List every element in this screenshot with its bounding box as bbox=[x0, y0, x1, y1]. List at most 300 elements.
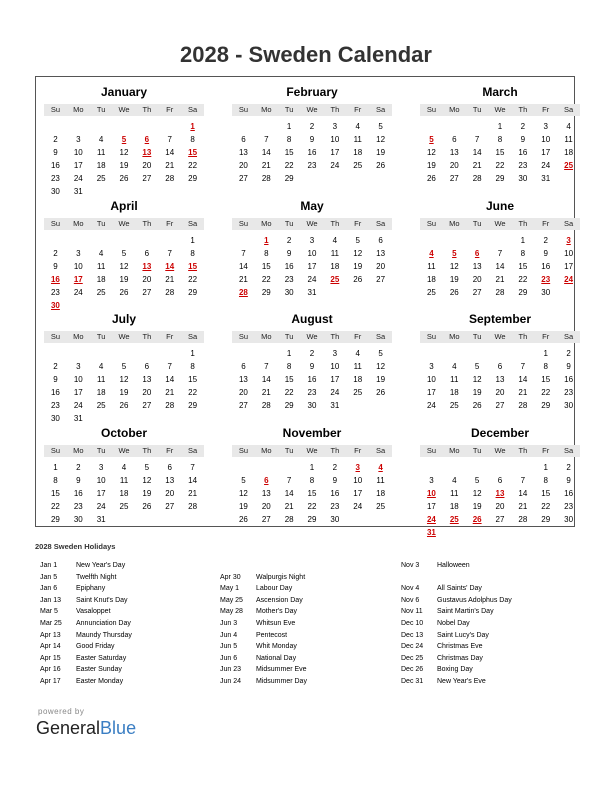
calendar-day: 13 bbox=[142, 375, 152, 384]
calendar-day: 29 bbox=[495, 174, 505, 183]
holiday-row bbox=[401, 641, 576, 652]
calendar-day: 11 bbox=[353, 135, 362, 144]
calendar-day: 10 bbox=[73, 148, 83, 157]
calendar-day: 30 bbox=[50, 187, 60, 196]
holiday-name: Twelfth Night bbox=[76, 573, 117, 581]
holiday-row bbox=[220, 641, 395, 652]
month-july bbox=[44, 312, 204, 422]
holiday-name: Labour Day bbox=[256, 585, 293, 593]
holiday-date: Jan 5 bbox=[40, 573, 58, 581]
calendar-day: 13 bbox=[376, 249, 386, 258]
calendar-day: 30 bbox=[73, 515, 83, 524]
holiday-day: 25 bbox=[564, 161, 574, 170]
calendar-day: 20 bbox=[165, 489, 175, 498]
weekday-label: Su bbox=[238, 219, 249, 228]
weekday-label: Fr bbox=[354, 219, 362, 228]
month-name: September bbox=[468, 312, 532, 326]
holiday-day: 15 bbox=[188, 148, 198, 157]
weekday-label: Mo bbox=[73, 219, 84, 228]
calendar-day: 11 bbox=[353, 362, 362, 371]
calendar-day: 2 bbox=[286, 236, 292, 245]
calendar-day: 24 bbox=[73, 401, 83, 410]
weekday-label: Mo bbox=[261, 105, 272, 114]
calendar-day: 5 bbox=[144, 463, 150, 472]
calendar-day: 22 bbox=[188, 161, 198, 170]
holiday-name: National Day bbox=[256, 654, 297, 662]
weekday-label: Sa bbox=[375, 332, 386, 341]
weekday-label: Mo bbox=[73, 105, 84, 114]
calendar-day: 19 bbox=[119, 275, 129, 284]
holiday-name: Saint Martin's Day bbox=[437, 608, 494, 616]
holiday-row bbox=[220, 560, 395, 571]
calendar-day: 29 bbox=[307, 515, 317, 524]
calendar-day: 7 bbox=[167, 362, 172, 371]
calendar-day: 10 bbox=[307, 249, 317, 258]
calendar-day: 9 bbox=[566, 476, 571, 485]
holiday-day: 24 bbox=[426, 515, 436, 524]
calendar-day: 3 bbox=[76, 362, 81, 371]
weekday-label: Th bbox=[142, 332, 152, 341]
calendar-day: 25 bbox=[96, 288, 106, 297]
holiday-date: Apr 16 bbox=[40, 666, 61, 674]
month-name: February bbox=[286, 85, 338, 99]
weekday-label: Th bbox=[142, 219, 152, 228]
calendar-day: 12 bbox=[376, 135, 386, 144]
calendar-day: 9 bbox=[309, 362, 315, 371]
holiday-name: Ascension Day bbox=[256, 596, 303, 604]
calendar-day: 8 bbox=[520, 249, 526, 258]
calendar-day: 16 bbox=[73, 489, 83, 498]
calendar-day: 5 bbox=[355, 236, 360, 245]
calendar-day: 9 bbox=[543, 249, 548, 258]
calendar-day: 3 bbox=[543, 122, 548, 131]
calendar-day: 18 bbox=[96, 275, 106, 284]
holiday-row bbox=[40, 583, 215, 594]
calendar-day: 28 bbox=[472, 174, 482, 183]
calendar-day: 8 bbox=[309, 476, 315, 485]
weekday-label: Fr bbox=[542, 332, 550, 341]
calendar-day: 5 bbox=[121, 249, 127, 258]
calendar-day: 21 bbox=[165, 161, 175, 170]
powered-by-text: powered by bbox=[38, 707, 85, 716]
calendar-day: 1 bbox=[190, 349, 195, 358]
holiday-date: Jun 23 bbox=[220, 666, 242, 674]
holiday-date: Nov 3 bbox=[401, 562, 420, 569]
holiday-name: Mother's Day bbox=[256, 608, 298, 616]
calendar-day: 27 bbox=[495, 515, 505, 524]
calendar-day: 25 bbox=[353, 388, 363, 397]
calendar-day: 7 bbox=[474, 135, 480, 144]
calendar-day: 26 bbox=[449, 288, 459, 297]
calendar-day: 30 bbox=[564, 401, 574, 410]
calendar-day: 14 bbox=[188, 476, 198, 485]
calendar-day: 6 bbox=[497, 362, 503, 371]
holiday-row bbox=[220, 583, 395, 594]
calendar-day: 22 bbox=[284, 161, 294, 170]
calendar-day: 29 bbox=[541, 515, 551, 524]
calendar-day: 26 bbox=[353, 275, 363, 284]
calendar-day: 26 bbox=[119, 401, 129, 410]
calendar-day: 8 bbox=[190, 362, 195, 371]
calendar-day: 8 bbox=[286, 362, 292, 371]
calendar-day: 4 bbox=[121, 463, 127, 472]
weekday-label: Sa bbox=[563, 105, 574, 114]
weekday-header bbox=[232, 218, 392, 230]
weekday-label: We bbox=[306, 446, 318, 455]
calendar-day: 28 bbox=[188, 502, 198, 511]
calendar-day: 18 bbox=[330, 262, 340, 271]
brand-blue: Blue bbox=[100, 718, 137, 738]
calendar-day: 18 bbox=[353, 148, 363, 157]
calendar-day: 18 bbox=[426, 275, 436, 284]
weekday-label: Th bbox=[330, 219, 340, 228]
calendar-day: 31 bbox=[330, 401, 340, 410]
calendar-day: 24 bbox=[541, 161, 551, 170]
calendar-day: 28 bbox=[165, 401, 175, 410]
calendar-day: 16 bbox=[564, 375, 574, 384]
holiday-row bbox=[40, 606, 215, 617]
holiday-row bbox=[40, 676, 215, 687]
brand-logo[interactable] bbox=[36, 717, 136, 739]
calendar-day: 31 bbox=[96, 515, 106, 524]
weekday-label: Mo bbox=[73, 446, 84, 455]
calendar-day: 8 bbox=[53, 476, 58, 485]
calendar-day: 17 bbox=[353, 489, 363, 498]
holiday-name: Easter Saturday bbox=[76, 654, 127, 662]
weekday-label: Fr bbox=[354, 332, 362, 341]
weekday-label: Su bbox=[50, 446, 61, 455]
calendar-day: 18 bbox=[449, 502, 459, 511]
calendar-day: 22 bbox=[188, 275, 198, 284]
calendar-day: 3 bbox=[429, 362, 434, 371]
calendar-day: 6 bbox=[378, 236, 383, 245]
weekday-header bbox=[420, 445, 580, 457]
calendar-day: 18 bbox=[564, 148, 574, 157]
calendar-day: 8 bbox=[264, 249, 269, 258]
calendar-day: 7 bbox=[520, 362, 526, 371]
weekday-label: We bbox=[118, 219, 130, 228]
calendar-day: 27 bbox=[449, 174, 459, 183]
weekday-label: Th bbox=[330, 105, 340, 114]
calendar-day: 26 bbox=[472, 401, 482, 410]
holiday-day: 26 bbox=[472, 515, 482, 524]
calendar-day: 21 bbox=[165, 388, 175, 397]
calendar-day: 30 bbox=[284, 288, 294, 297]
month-february bbox=[232, 85, 392, 195]
calendar-day: 3 bbox=[309, 236, 315, 245]
calendar-day: 30 bbox=[564, 515, 574, 524]
weekday-label: We bbox=[494, 446, 506, 455]
calendar-day: 24 bbox=[73, 174, 83, 183]
calendar-day: 7 bbox=[167, 135, 172, 144]
calendar-day: 14 bbox=[472, 148, 482, 157]
calendar-day: 23 bbox=[73, 502, 83, 511]
calendar-day: 7 bbox=[264, 362, 269, 371]
calendar-day: 3 bbox=[332, 349, 338, 358]
calendar-day: 18 bbox=[96, 388, 106, 397]
weekday-label: Sa bbox=[187, 105, 198, 114]
holiday-name: All Saints' Day bbox=[437, 585, 482, 593]
calendar-day: 31 bbox=[73, 187, 83, 196]
holidays-title: 2028 Sweden Holidays bbox=[35, 542, 116, 551]
weekday-label: Sa bbox=[375, 105, 386, 114]
calendar-day: 23 bbox=[330, 502, 340, 511]
calendar-day: 7 bbox=[241, 249, 246, 258]
calendar-day: 24 bbox=[307, 275, 317, 284]
calendar-day: 12 bbox=[449, 262, 459, 271]
calendar-day: 28 bbox=[165, 174, 175, 183]
calendar-day: 21 bbox=[518, 502, 528, 511]
calendar-day: 6 bbox=[167, 463, 172, 472]
calendar-day: 26 bbox=[119, 288, 129, 297]
holiday-name: Saint Knut's Day bbox=[76, 596, 128, 604]
calendar-day: 11 bbox=[564, 135, 573, 144]
holiday-day: 13 bbox=[495, 489, 505, 498]
holiday-name: Whitsun Eve bbox=[256, 620, 296, 627]
weekday-header bbox=[44, 445, 204, 457]
weekday-header bbox=[420, 331, 580, 343]
weekday-label: We bbox=[494, 219, 506, 228]
holiday-day: 17 bbox=[73, 275, 83, 284]
calendar-day: 16 bbox=[307, 375, 317, 384]
calendar-day: 30 bbox=[307, 401, 317, 410]
calendar-day: 2 bbox=[309, 349, 315, 358]
weekday-label: Su bbox=[50, 105, 61, 114]
calendar-day: 18 bbox=[96, 161, 106, 170]
weekday-label: Fr bbox=[542, 105, 550, 114]
calendar-day: 7 bbox=[286, 476, 292, 485]
calendar-day: 4 bbox=[566, 122, 571, 131]
calendar-day: 10 bbox=[541, 135, 551, 144]
calendar-day: 15 bbox=[188, 375, 198, 384]
weekday-header bbox=[232, 445, 392, 457]
weekday-label: Fr bbox=[166, 332, 174, 341]
calendar-day: 2 bbox=[53, 135, 58, 144]
calendar-day: 4 bbox=[332, 236, 338, 245]
calendar-day: 9 bbox=[53, 262, 58, 271]
weekday-label: We bbox=[118, 446, 130, 455]
weekday-label: Tu bbox=[284, 105, 294, 114]
calendar-day: 19 bbox=[449, 275, 459, 284]
weekday-label: Th bbox=[518, 446, 528, 455]
calendar-day: 21 bbox=[284, 502, 294, 511]
holiday-name: Walpurgis Night bbox=[256, 573, 306, 581]
weekday-label: Mo bbox=[449, 446, 460, 455]
calendar-day: 1 bbox=[543, 349, 548, 358]
calendar-day: 19 bbox=[376, 375, 386, 384]
calendar-day: 9 bbox=[53, 148, 58, 157]
weekday-label: Tu bbox=[284, 332, 294, 341]
calendar-day: 15 bbox=[307, 489, 317, 498]
holiday-date: Dec 10 bbox=[401, 620, 424, 627]
weekday-label: Fr bbox=[354, 105, 362, 114]
holiday-day: 30 bbox=[50, 301, 60, 310]
calendar-day: 28 bbox=[165, 288, 175, 297]
calendar-day: 23 bbox=[564, 388, 574, 397]
holiday-date: Apr 17 bbox=[40, 678, 61, 685]
month-name: November bbox=[282, 426, 342, 440]
weekday-label: Sa bbox=[375, 219, 386, 228]
calendar-day: 26 bbox=[238, 515, 248, 524]
calendar-day: 13 bbox=[261, 489, 271, 498]
holiday-name: Saint Lucy's Day bbox=[437, 631, 489, 639]
calendar-day: 14 bbox=[261, 375, 271, 384]
holiday-row bbox=[220, 676, 395, 687]
holiday-day: 4 bbox=[378, 463, 383, 472]
calendar-day: 2 bbox=[332, 463, 338, 472]
calendar-day: 23 bbox=[284, 275, 294, 284]
calendar-day: 2 bbox=[76, 463, 81, 472]
calendar-day: 16 bbox=[518, 148, 528, 157]
weekday-label: Mo bbox=[261, 219, 272, 228]
calendar-day: 20 bbox=[495, 388, 505, 397]
weekday-label: Tu bbox=[96, 332, 106, 341]
calendar-day: 8 bbox=[543, 476, 548, 485]
holiday-date: May 1 bbox=[220, 585, 240, 593]
calendar-day: 14 bbox=[495, 262, 505, 271]
holiday-day: 13 bbox=[142, 148, 152, 157]
holiday-day: 31 bbox=[426, 528, 436, 537]
calendar-day: 27 bbox=[472, 288, 482, 297]
holiday-row bbox=[220, 618, 395, 629]
calendar-day: 28 bbox=[518, 515, 528, 524]
calendar-day: 19 bbox=[238, 502, 248, 511]
calendar-day: 17 bbox=[307, 262, 317, 271]
calendar-day: 17 bbox=[330, 375, 340, 384]
calendar-day: 14 bbox=[165, 375, 175, 384]
calendar-day: 7 bbox=[497, 249, 503, 258]
calendar-day: 2 bbox=[520, 122, 526, 131]
weekday-label: Mo bbox=[261, 332, 272, 341]
holiday-name: Whit Monday bbox=[256, 643, 297, 651]
weekday-label: Mo bbox=[449, 332, 460, 341]
holiday-name: Gustavus Adolphus Day bbox=[437, 596, 512, 604]
month-october bbox=[44, 426, 204, 536]
holiday-row bbox=[401, 560, 576, 571]
calendar-day: 15 bbox=[518, 262, 528, 271]
holiday-row bbox=[401, 606, 576, 617]
holiday-row bbox=[40, 595, 215, 606]
calendar-day: 9 bbox=[520, 135, 526, 144]
calendar-day: 6 bbox=[497, 476, 503, 485]
calendar-day: 20 bbox=[449, 161, 459, 170]
holiday-day: 6 bbox=[264, 476, 269, 485]
calendar-day: 24 bbox=[330, 161, 340, 170]
weekday-label: Th bbox=[142, 446, 152, 455]
calendar-day: 28 bbox=[284, 515, 294, 524]
month-june bbox=[420, 199, 580, 309]
holiday-row bbox=[401, 630, 576, 641]
calendar-day: 20 bbox=[142, 388, 152, 397]
calendar-day: 31 bbox=[73, 414, 83, 423]
calendar-day: 14 bbox=[284, 489, 294, 498]
calendar-day: 17 bbox=[426, 502, 436, 511]
calendar-day: 11 bbox=[450, 375, 459, 384]
holiday-row bbox=[40, 664, 215, 675]
calendar-day: 23 bbox=[307, 388, 317, 397]
holiday-name: Boxing Day bbox=[437, 666, 473, 674]
calendar-day: 12 bbox=[238, 489, 248, 498]
weekday-label: Tu bbox=[472, 105, 482, 114]
calendar-day: 6 bbox=[144, 362, 150, 371]
calendar-day: 24 bbox=[96, 502, 106, 511]
calendar-day: 22 bbox=[541, 388, 551, 397]
month-name: June bbox=[485, 199, 514, 213]
calendar-day: 6 bbox=[144, 249, 150, 258]
calendar-day: 7 bbox=[190, 463, 195, 472]
calendar-day: 9 bbox=[76, 476, 81, 485]
calendar-day: 6 bbox=[452, 135, 457, 144]
weekday-label: Su bbox=[426, 332, 437, 341]
holiday-day: 25 bbox=[330, 275, 340, 284]
weekday-label: We bbox=[306, 219, 318, 228]
holiday-day: 5 bbox=[429, 135, 434, 144]
holiday-row bbox=[401, 618, 576, 629]
calendar-day: 24 bbox=[73, 288, 83, 297]
weekday-label: Su bbox=[238, 105, 249, 114]
calendar-day: 22 bbox=[495, 161, 505, 170]
weekday-label: Tu bbox=[284, 219, 294, 228]
weekday-label: Mo bbox=[73, 332, 84, 341]
calendar-day: 18 bbox=[376, 489, 386, 498]
month-january bbox=[44, 85, 204, 195]
holiday-day: 24 bbox=[564, 275, 574, 284]
calendar-day: 25 bbox=[376, 502, 386, 511]
calendar-day: 27 bbox=[238, 174, 248, 183]
calendar-day: 16 bbox=[284, 262, 294, 271]
calendar-day: 27 bbox=[238, 401, 248, 410]
weekday-label: Fr bbox=[354, 446, 362, 455]
calendar-day: 9 bbox=[309, 135, 315, 144]
calendar-day: 15 bbox=[541, 375, 551, 384]
weekday-label: Tu bbox=[96, 219, 106, 228]
month-april bbox=[44, 199, 204, 309]
calendar-day: 20 bbox=[495, 502, 505, 511]
holiday-date: Apr 15 bbox=[40, 654, 61, 662]
calendar-day: 29 bbox=[518, 288, 528, 297]
calendar-day: 23 bbox=[564, 502, 574, 511]
weekday-label: Su bbox=[426, 219, 437, 228]
weekday-label: We bbox=[494, 105, 506, 114]
calendar-day: 28 bbox=[518, 401, 528, 410]
calendar-day: 23 bbox=[50, 288, 60, 297]
month-name: December bbox=[470, 426, 530, 440]
weekday-label: Th bbox=[330, 332, 340, 341]
holiday-date: Dec 31 bbox=[401, 678, 424, 685]
holiday-day: 28 bbox=[238, 288, 248, 297]
calendar-day: 25 bbox=[449, 401, 459, 410]
weekday-label: Su bbox=[50, 332, 61, 341]
calendar-day: 16 bbox=[307, 148, 317, 157]
calendar-day: 17 bbox=[330, 148, 340, 157]
calendar-day: 9 bbox=[566, 362, 571, 371]
calendar-day: 15 bbox=[495, 148, 505, 157]
weekday-header bbox=[44, 104, 204, 116]
calendar-day: 9 bbox=[286, 249, 292, 258]
calendar-day: 30 bbox=[330, 515, 340, 524]
calendar-day: 28 bbox=[261, 401, 271, 410]
holiday-row bbox=[401, 664, 576, 675]
holiday-date: Apr 30 bbox=[220, 573, 241, 581]
holiday-date: Jan 13 bbox=[40, 596, 62, 604]
calendar-day: 2 bbox=[566, 349, 571, 358]
holiday-day: 6 bbox=[144, 135, 150, 144]
calendar-day: 10 bbox=[330, 362, 340, 371]
weekday-label: Tu bbox=[472, 332, 482, 341]
holiday-day: 3 bbox=[566, 236, 571, 245]
calendar-day: 16 bbox=[50, 388, 60, 397]
weekday-label: Th bbox=[330, 446, 340, 455]
